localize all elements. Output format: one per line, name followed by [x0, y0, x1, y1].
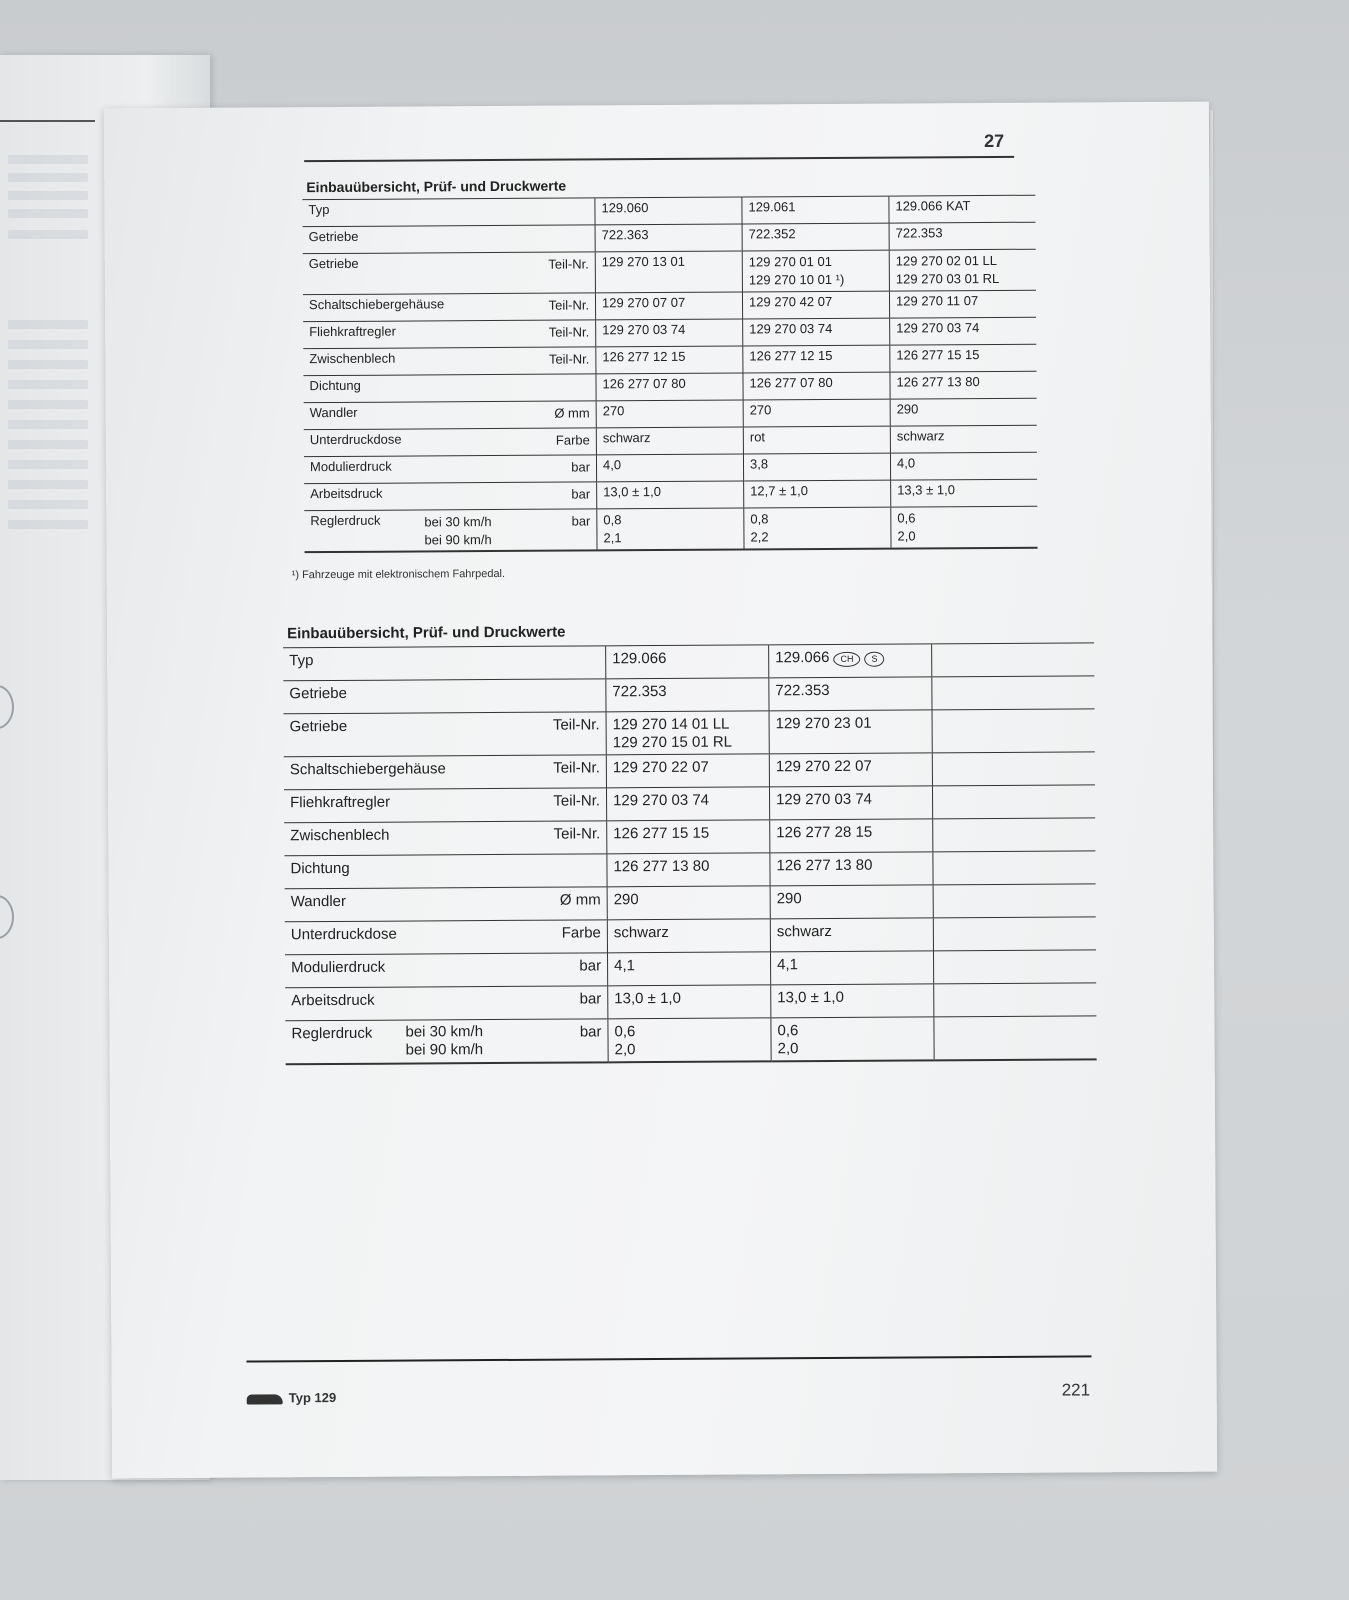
footer-type-label: Typ 129	[288, 1389, 337, 1406]
row-unit: bar	[579, 957, 602, 975]
cell-value: 722.353	[895, 225, 943, 241]
value-cell	[607, 853, 770, 887]
table1-title: Einbauübersicht, Prüf- und Druckwerte	[306, 177, 567, 196]
value-cell	[932, 643, 1095, 677]
row-unit: Teil-Nr.	[552, 716, 600, 734]
cell-value: 4,0	[896, 455, 916, 471]
value-cell	[770, 951, 933, 985]
row-label-cell	[285, 887, 608, 922]
cell-value: 722.352	[748, 226, 796, 242]
faded-text-line	[8, 400, 88, 409]
value-cell	[743, 426, 890, 454]
cell-value: 0,6 2,0	[614, 1023, 636, 1059]
value-cell	[891, 506, 1038, 548]
cell-value: 126 277 13 80	[896, 374, 980, 390]
row-label-cell	[304, 455, 597, 484]
cell-value: 126 277 07 80	[602, 375, 686, 392]
value-cell	[890, 425, 1037, 453]
cell-value: 129.060	[601, 200, 649, 216]
cell-value: 290	[613, 891, 639, 909]
cell-value: 129 270 42 07	[748, 293, 833, 310]
value-cell	[889, 249, 1036, 291]
row-label-cell	[285, 986, 608, 1021]
row-label: Fliehkraftregler	[309, 323, 396, 340]
value-cell	[606, 711, 769, 755]
value-cell	[607, 886, 770, 920]
value-cell	[890, 371, 1037, 399]
cell-value: 129 270 23 01	[775, 714, 872, 733]
value-cell	[743, 399, 890, 427]
row-label: Getriebe	[308, 228, 359, 245]
cell-value: 129 270 13 01	[601, 253, 685, 270]
cell-value: 722.353	[612, 682, 667, 701]
cell-value: rot	[749, 429, 766, 445]
value-cell	[596, 427, 743, 455]
value-cell	[607, 919, 770, 953]
faded-text-line	[8, 209, 88, 218]
row-label: Modulierdruck	[291, 958, 386, 977]
table-row	[304, 506, 1037, 552]
value-cell	[933, 884, 1096, 918]
row-unit: Teil-Nr.	[553, 792, 601, 810]
cell-value: 126 277 13 80	[613, 857, 710, 876]
value-cell	[933, 917, 1096, 951]
value-cell	[606, 787, 769, 821]
row-label: Schaltschiebergehäuse	[308, 296, 445, 313]
value-cell	[891, 479, 1038, 507]
value-cell	[890, 452, 1037, 480]
row-label-cell	[304, 401, 597, 430]
row-label: Wandler	[309, 404, 358, 421]
footnote: ¹) Fahrzeuge mit elektronischem Fahrpedal.	[291, 567, 506, 582]
country-badge: CH	[833, 652, 860, 667]
cell-value: 126 277 15 15	[896, 347, 980, 363]
row-unit: Teil-Nr.	[553, 825, 601, 843]
car-icon	[247, 1394, 283, 1404]
cell-value: 13,0 ± 1,0	[614, 989, 681, 1008]
row-label: Getriebe	[289, 684, 348, 703]
faded-text-line	[8, 340, 88, 349]
value-cell	[742, 196, 889, 224]
row-label: Typ	[289, 652, 314, 670]
value-cell	[770, 918, 933, 952]
value-cell	[932, 752, 1095, 786]
value-cell	[933, 851, 1096, 885]
row-label: Modulierdruck	[309, 458, 392, 475]
row-label: Unterdruckdose	[290, 925, 397, 944]
value-cell	[933, 950, 1096, 984]
cell-value: 129 270 01 01 129 270 10 01 ¹)	[748, 253, 845, 288]
value-cell	[933, 818, 1096, 852]
value-cell	[771, 984, 934, 1018]
value-cell	[770, 819, 933, 853]
table-row	[285, 983, 1096, 1021]
value-cell	[934, 1016, 1097, 1060]
cell-value: 129 270 03 74	[602, 321, 686, 338]
faded-text-line	[8, 230, 88, 239]
row-unit: Teil-Nr.	[548, 324, 590, 340]
value-cell	[890, 317, 1037, 345]
page-number-bottom: 221	[1061, 1380, 1091, 1400]
cell-value: 126 277 13 80	[776, 856, 873, 875]
cell-value: schwarz	[613, 923, 669, 942]
row-label-cell	[284, 821, 607, 856]
faded-text-line	[8, 500, 88, 509]
cell-value: 129 270 03 74	[896, 320, 980, 336]
row-unit: Farbe	[555, 432, 590, 448]
row-label-cell	[304, 482, 597, 511]
cell-value: 722.353	[775, 681, 830, 700]
table-row	[284, 752, 1095, 790]
value-cell	[608, 1018, 771, 1062]
cell-value: 0,6 2,0	[897, 510, 916, 544]
cell-value: 129.066	[775, 648, 830, 667]
cell-value: 270	[602, 403, 625, 419]
value-cell	[890, 344, 1037, 372]
cell-value: 126 277 28 15	[776, 823, 873, 842]
cell-value: 129 270 02 01 LL 129 270 03 01 RL	[895, 252, 1000, 287]
value-cell	[744, 507, 891, 549]
row-label-cell	[284, 712, 607, 757]
row-label: Unterdruckdose	[309, 431, 402, 448]
table-row	[283, 676, 1094, 714]
row-label: Dichtung	[309, 377, 361, 394]
row-label-cell	[303, 320, 596, 349]
cell-value: 3,8	[749, 456, 769, 472]
row-label: Fliehkraftregler	[290, 793, 391, 812]
value-cell	[769, 753, 932, 787]
cell-value: 4,1	[777, 956, 798, 974]
value-cell	[606, 754, 769, 788]
cell-value: 129 270 03 74	[776, 790, 873, 809]
cell-value: 129.061	[748, 199, 796, 215]
row-label-cell	[304, 428, 597, 457]
value-cell	[596, 454, 743, 482]
cell-value: 126 277 12 15	[749, 347, 833, 364]
row-label: Reglerdruck	[291, 1024, 373, 1043]
row-label-cell	[304, 509, 597, 552]
row-label-cell	[284, 854, 607, 889]
value-cell	[742, 291, 889, 319]
value-cell	[596, 373, 743, 401]
value-cell	[932, 709, 1095, 753]
value-cell	[595, 292, 742, 320]
cell-value: 129.066	[612, 649, 667, 668]
value-cell	[889, 222, 1036, 250]
row-label-cell	[283, 646, 606, 681]
cell-value: 722.363	[601, 227, 649, 243]
cell-value: schwarz	[602, 430, 651, 446]
cell-value: 129 270 22 07	[612, 758, 709, 777]
row-label-cell	[303, 347, 596, 376]
faded-text-line	[8, 191, 88, 200]
row-unit: Teil-Nr.	[548, 256, 589, 272]
row-label: Wandler	[290, 892, 347, 911]
cell-value: 129 270 03 74	[749, 320, 833, 337]
value-cell	[770, 852, 933, 886]
cell-value: 13,0 ± 1,0	[603, 483, 661, 500]
value-cell	[597, 481, 744, 509]
cell-value: 129 270 22 07	[775, 757, 872, 776]
value-cell	[607, 952, 770, 986]
row-label-cell	[285, 953, 608, 988]
cell-value: schwarz	[776, 922, 832, 941]
row-unit: Teil-Nr.	[553, 759, 600, 777]
value-cell	[742, 250, 889, 292]
cell-value: 129 270 14 01 LL 129 270 15 01 RL	[612, 715, 733, 752]
value-cell	[742, 223, 889, 251]
value-cell	[606, 645, 769, 679]
footer-rule	[246, 1355, 1091, 1362]
cell-value: 129.066 KAT	[895, 198, 971, 214]
row-label: Dichtung	[290, 859, 350, 878]
header-rule	[304, 156, 1014, 162]
value-cell	[597, 508, 744, 550]
left-page-rule	[0, 120, 95, 122]
value-cell	[769, 786, 932, 820]
row-label-cell	[283, 679, 606, 714]
value-cell	[608, 985, 771, 1019]
value-cell	[606, 678, 769, 712]
row-label-cell	[285, 920, 608, 955]
row-label-cell	[303, 293, 596, 322]
cell-value: 126 277 07 80	[749, 374, 833, 391]
cell-value: 129 270 07 07	[601, 294, 686, 311]
cell-value: 4,1	[614, 957, 635, 975]
footer-type	[247, 1390, 337, 1406]
page-content	[104, 102, 1217, 1479]
row-unit: bar	[571, 486, 591, 502]
row-label: Arbeitsdruck	[310, 485, 383, 502]
cell-value: 129 270 11 07	[895, 293, 979, 309]
table-row	[284, 709, 1095, 757]
cell-value: 126 277 15 15	[613, 824, 710, 843]
diagram-fragment	[0, 895, 14, 939]
row-label: Getriebe	[308, 255, 359, 272]
row-sublabel: bei 30 km/h bei 90 km/h	[424, 514, 492, 548]
row-unit: bar	[579, 1023, 602, 1041]
spec-table-1	[302, 195, 1037, 553]
diagram-fragment	[0, 685, 14, 729]
row-sublabel: bei 30 km/h bei 90 km/h	[405, 1023, 484, 1059]
cell-value: 0,6 2,0	[777, 1022, 799, 1058]
row-unit: bar	[579, 990, 602, 1008]
row-label: Zwischenblech	[290, 826, 390, 845]
table-row	[303, 249, 1036, 294]
row-label: Zwischenblech	[309, 350, 396, 367]
row-label-cell	[284, 788, 607, 823]
row-unit: bar	[571, 513, 591, 529]
table-row	[285, 884, 1096, 922]
country-badge: S	[864, 652, 884, 667]
value-cell	[769, 710, 932, 754]
row-label: Arbeitsdruck	[291, 991, 375, 1010]
value-cell	[770, 885, 933, 919]
value-cell	[595, 251, 742, 293]
value-cell	[769, 677, 932, 711]
row-unit: Teil-Nr.	[548, 351, 590, 367]
cell-value: 13,0 ± 1,0	[777, 988, 844, 1007]
cell-value: 12,7 ± 1,0	[750, 483, 808, 499]
value-cell	[596, 319, 743, 347]
value-cell	[934, 983, 1097, 1017]
value-cell	[743, 372, 890, 400]
row-label-cell	[303, 374, 596, 403]
faded-text-line	[8, 360, 88, 369]
cell-value: 0,8 2,1	[603, 512, 622, 546]
cell-value: 0,8 2,2	[750, 511, 769, 545]
cell-value: 290	[776, 890, 802, 908]
row-label: Typ	[308, 202, 330, 218]
row-label-cell	[303, 252, 596, 295]
table-row	[284, 818, 1095, 856]
value-cell	[596, 400, 743, 428]
row-label: Reglerdruck	[310, 512, 381, 529]
spec-table-2	[283, 642, 1097, 1065]
table-row	[283, 643, 1094, 681]
cell-value: 4,0	[602, 457, 622, 473]
value-cell	[932, 785, 1095, 819]
value-cell	[743, 318, 890, 346]
table-row	[285, 917, 1096, 955]
value-cell	[596, 346, 743, 374]
value-cell	[771, 1017, 934, 1061]
table-row	[284, 851, 1095, 889]
row-label: Schaltschiebergehäuse	[289, 760, 446, 779]
faded-text-line	[8, 155, 88, 164]
right-page	[104, 102, 1217, 1479]
row-unit: bar	[571, 459, 591, 475]
value-cell	[743, 345, 890, 373]
faded-text-line	[8, 520, 88, 529]
table-row	[285, 1016, 1096, 1064]
faded-text-line	[8, 440, 88, 449]
cell-value: 126 277 12 15	[602, 348, 686, 365]
value-cell	[743, 453, 890, 481]
value-cell	[889, 195, 1036, 223]
table2-title: Einbauübersicht, Prüf- und Druckwerte	[286, 623, 566, 643]
value-cell	[607, 820, 770, 854]
faded-text-line	[8, 173, 88, 182]
row-unit: Teil-Nr.	[548, 297, 590, 313]
faded-text-line	[8, 420, 88, 429]
value-cell	[890, 398, 1037, 426]
value-cell	[595, 197, 742, 225]
faded-text-line	[8, 320, 88, 329]
value-cell	[595, 224, 742, 252]
row-label-cell	[303, 225, 596, 254]
value-cell	[889, 290, 1036, 318]
faded-text-line	[8, 460, 88, 469]
faded-text-line	[8, 380, 88, 389]
faded-text-line	[8, 480, 88, 489]
cell-value: 13,3 ± 1,0	[897, 482, 955, 498]
row-label: Getriebe	[289, 717, 348, 736]
page-number-top: 27	[983, 130, 1005, 152]
table-row	[284, 785, 1095, 823]
cell-value: schwarz	[896, 428, 945, 444]
value-cell	[932, 676, 1095, 710]
row-unit: Ø mm	[554, 405, 590, 421]
table-row	[285, 950, 1096, 988]
row-label-cell	[285, 1019, 608, 1064]
row-label-cell	[302, 198, 595, 227]
value-cell	[744, 480, 891, 508]
cell-value: 129 270 03 74	[613, 791, 710, 810]
row-unit: Farbe	[561, 924, 601, 942]
row-unit: Ø mm	[559, 891, 601, 909]
cell-value: 290	[896, 401, 919, 417]
row-label-cell	[284, 755, 607, 790]
cell-value: 270	[749, 402, 772, 418]
value-cell	[769, 644, 932, 678]
